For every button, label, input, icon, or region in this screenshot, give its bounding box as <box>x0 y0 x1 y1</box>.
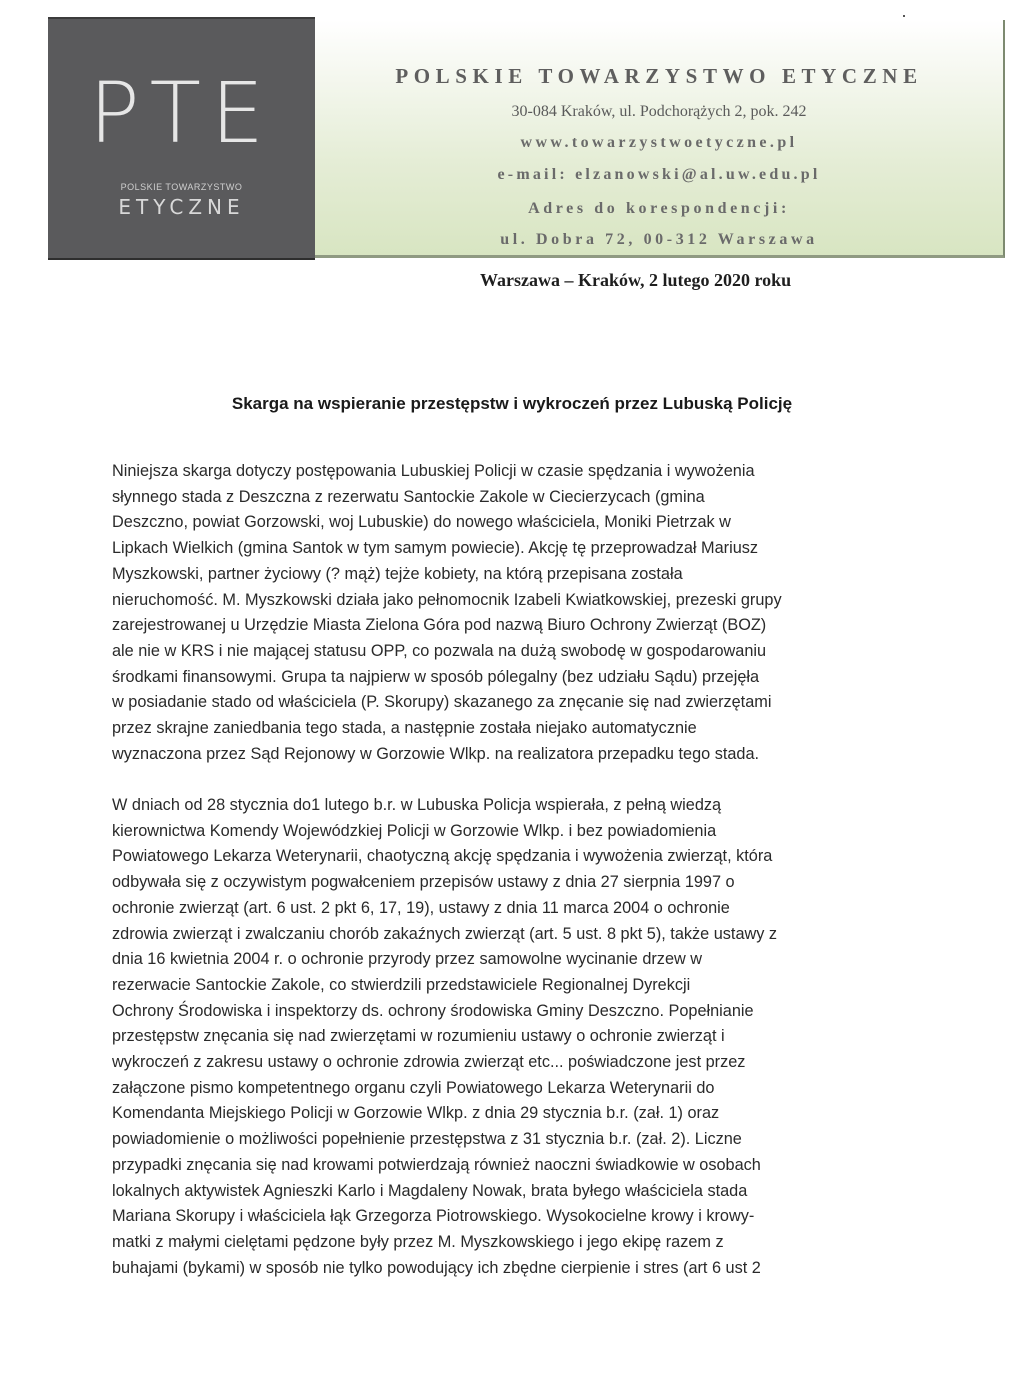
text-line: powiadomienie o możliwości popełnienie przestępstwa z 31 stycznia b.r. (zał. 2). Liczne <box>112 1130 742 1149</box>
correspondence-label: Adres do korespondencji: <box>528 200 790 217</box>
text-line: ochronie zwierząt (art. 6 ust. 2 pkt 6, 17, 19), ustawy z dnia 11 marca 2004 o ochronie <box>112 898 730 917</box>
text-line: W dniach od 28 stycznia do1 lutego b.r. w Lubuska Policja wspierała, z pełną wiedzą <box>112 796 722 814</box>
pte-logo <box>48 17 315 260</box>
correspondence-address: ul. Dobra 72, 00-312 Warszawa <box>500 231 818 248</box>
text-line: załączone pismo kompetentnego organu czyli Powiatowego Lekarza Weterynarii do <box>112 1078 715 1097</box>
text-line: słynnego stada z Deszczna z rezerwatu Santockie Zakole w Ciecierzycach (gmina <box>112 487 705 506</box>
document-title: Skarga na wspieranie przestępstw i wykroczeń przez Lubuską Policję <box>231 394 793 413</box>
text-line: Lipkach Wielkich (gmina Santok w tym samym powiecie). Akcję tę przeprowadzał Mariusz <box>112 539 759 558</box>
text-line: kierownictwa Komendy Wojewódzkiej Policji w Gorzowie Wlkp. i bez powiadomienia <box>112 821 717 840</box>
date-line: Warszawa – Kraków, 2 lutego 2020 roku <box>480 270 792 290</box>
text-line: lokalnych aktywistek Agnieszki Karlo i Magdaleny Nowak, brata byłego właściciela stada <box>112 1181 748 1200</box>
text-line: Deszczno, powiat Gorzowski, woj Lubuskie) do nowego właściciela, Moniki Pietrzak w <box>112 513 731 532</box>
organization-name: POLSKIE TOWARZYSTWO ETYCZNE <box>395 64 923 88</box>
letterhead <box>315 20 1005 258</box>
email-link[interactable]: e-mail: elzanowski@al.uw.edu.pl <box>497 166 821 183</box>
text-line: Mariana Skorupy i właściciela łąk Grzegorza Piotrowskiego. Wysokocielne krowy i krowy- <box>112 1207 755 1226</box>
paragraph-2 <box>112 793 912 1281</box>
text-line: dnia 16 kwietnia 2004 r. o ochronie przyrody przez samowolne wycinanie drzew w <box>112 950 703 969</box>
text-line: wykroczeń z zakresu ustawy o ochronie zdrowia zwierząt etc... poświadczone jest przez <box>112 1053 746 1072</box>
website-link[interactable]: www.towarzystwoetyczne.pl <box>520 134 798 151</box>
text-line: Niniejsza skarga dotyczy postępowania Lubuskiej Policji w czasie spędzania i wywożenia <box>112 462 755 480</box>
text-line: matki z małymi cielętami pędzone były przez M. Myszkowskiego i jego ekipę razem z <box>112 1232 724 1251</box>
text-line: przestępstw znęcania się nad zwierzętami w rozumieniu ustawy o ochronie zwierząt i <box>112 1027 725 1046</box>
text-line: ale nie w KRS i nie mającej statusu OPP, co pozwala na dużą swobodę w gospodarowaniu <box>112 641 767 660</box>
logo-word: ETYCZNE <box>118 195 245 219</box>
text-line: Myszkowski, partner życiowy (? mąż) tejże kobiety, na którą przepisana została <box>112 564 683 583</box>
text-line: buhajami (bykami) w sposób nie tylko powodujący ich zbędne cierpienie i stres (art 6 ust 2 <box>112 1258 761 1277</box>
text-line: przez skrajne zaniedbania tego stada, a następnie została niejako automatycznie <box>112 719 697 738</box>
text-line: przypadki znęcania się nad krowami potwierdzają również naoczni świadkowie w osobach <box>112 1155 761 1174</box>
text-line: nieruchomość. M. Myszkowski działa jako pełnomocnik Izabeli Kwiatkowskiej, prezeski grupy <box>112 590 782 609</box>
text-line: zarejestrowanej u Urzędzie Miasta Zielona Góra pod nazwą Biuro Ochrony Zwierząt (BOZ) <box>112 616 767 635</box>
logo-initials: PTE <box>88 64 275 162</box>
text-line: w posiadanie stado od właściciela (P. Skorupy) skazanego za znęcanie się nad zwierzętami <box>112 693 772 712</box>
text-line: rezerwacie Santockie Zakole, co stwierdzili przedstawiciele Regionalnej Dyrekcji <box>112 975 691 994</box>
text-line: Powiatowego Lekarza Weterynarii, chaotyczną akcję spędzania i wywożenia zwierząt, która <box>112 847 773 866</box>
text-line: odbywała się z oczywistym pogwałceniem przepisów ustawy z dnia 27 sierpnia 1997 o <box>112 873 735 892</box>
paragraph-1 <box>112 459 912 767</box>
organization-address: 30-084 Kraków, ul. Podchorążych 2, pok. 242 <box>511 103 807 120</box>
text-line: wyznaczona przez Sąd Rejonowy w Gorzowie Wlkp. na realizatora przepadku tego stada. <box>112 744 760 763</box>
logo-small-text: POLSKIE TOWARZYSTWO <box>120 182 243 192</box>
text-line: zdrowia zwierząt i zwalczaniu chorób zakaźnych zwierząt (art. 5 ust. 8 pkt 5), także ustawy z <box>112 924 778 943</box>
stray-dot <box>903 15 905 17</box>
text-line: Komendanta Miejskiego Policji w Gorzowie Wlkp. z dnia 29 stycznia b.r. (zał. 1) oraz <box>112 1104 720 1123</box>
text-line: środkami finansowymi. Grupa ta najpierw w sposób pólegalny (bez udziału Sądu) przejęła <box>112 667 760 686</box>
text-line: Ochrony Środowiska i inspektorzy ds. ochrony środowiska Gminy Deszczno. Popełnianie <box>112 1001 754 1020</box>
